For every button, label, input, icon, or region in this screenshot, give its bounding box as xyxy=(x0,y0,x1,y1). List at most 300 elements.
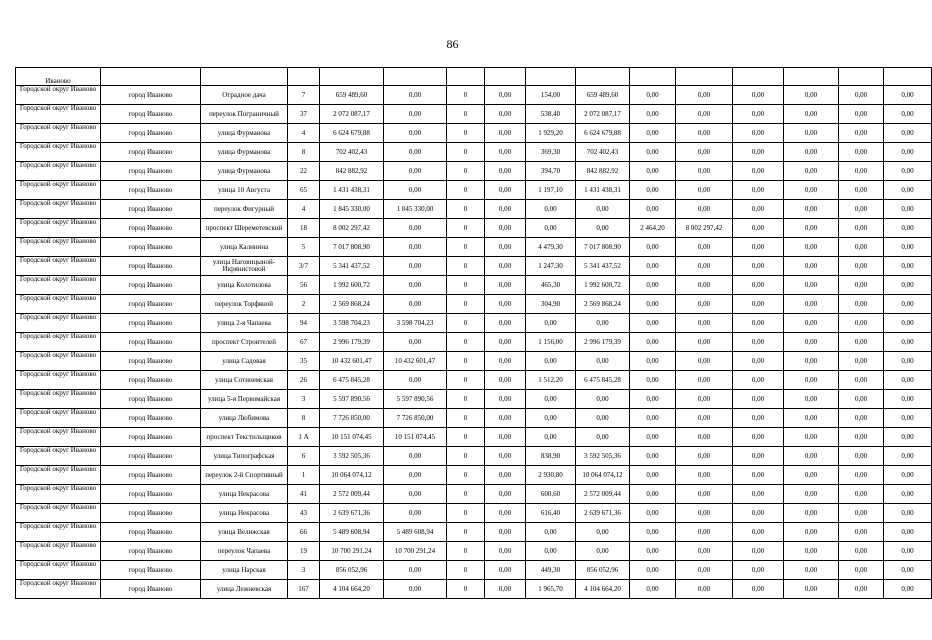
table-cell: 0,00 xyxy=(784,295,839,314)
table-cell: 0 xyxy=(447,276,485,295)
table-cell: 3 xyxy=(288,561,320,580)
table-cell: город Иваново xyxy=(101,371,201,390)
table-cell: Городской округ Иваново xyxy=(16,238,101,257)
table-cell: 0,00 xyxy=(733,219,784,238)
table-cell: Городской округ Иваново xyxy=(16,257,101,276)
table-cell: 0,00 xyxy=(676,409,733,428)
table-cell: 56 xyxy=(288,276,320,295)
table-cell: 0,00 xyxy=(784,561,839,580)
table-row xyxy=(16,68,932,86)
table-cell: 0,00 xyxy=(526,314,576,333)
table-cell: 0,00 xyxy=(384,504,447,523)
table-row xyxy=(16,86,932,105)
table-cell: 0,00 xyxy=(784,390,839,409)
table-cell: 0,00 xyxy=(676,276,733,295)
table-cell: 0,00 xyxy=(630,200,676,219)
table-cell: Городской округ Иваново xyxy=(16,485,101,504)
table-cell xyxy=(884,68,932,86)
table-cell: Городской округ Иваново xyxy=(16,542,101,561)
table-cell: 0,00 xyxy=(784,428,839,447)
table-cell: 0,00 xyxy=(676,580,733,599)
table-cell: 0,00 xyxy=(676,466,733,485)
table-cell: 0,00 xyxy=(384,276,447,295)
table-cell xyxy=(201,68,288,86)
table-cell: 0,00 xyxy=(733,504,784,523)
table-cell: город Иваново xyxy=(101,124,201,143)
table-cell: 0,00 xyxy=(884,276,932,295)
table-row xyxy=(16,580,932,599)
table-cell: 0,00 xyxy=(733,276,784,295)
table-cell xyxy=(288,68,320,86)
table-cell: 0,00 xyxy=(839,447,884,466)
table-cell: Городской округ Иваново xyxy=(16,105,101,124)
table-cell: 0,00 xyxy=(676,485,733,504)
table-cell: 0,00 xyxy=(784,409,839,428)
table-cell: 0,00 xyxy=(384,466,447,485)
table-cell: 0 xyxy=(447,257,485,276)
table-cell: переулок Торфяной xyxy=(201,295,288,314)
table-cell: город Иваново xyxy=(101,580,201,599)
table-cell xyxy=(384,68,447,86)
table-cell: 702 402,43 xyxy=(320,143,384,162)
table-cell: 0,00 xyxy=(676,542,733,561)
table-cell: 0,00 xyxy=(784,352,839,371)
table-cell: 0,00 xyxy=(630,409,676,428)
table-cell: улица Садовая xyxy=(201,352,288,371)
table-cell: Городской округ Иваново xyxy=(16,181,101,200)
table-cell: 0,00 xyxy=(839,390,884,409)
table-cell: 0,00 xyxy=(630,580,676,599)
table-cell: улица 5-я Первомайская xyxy=(201,390,288,409)
table-cell: 0,00 xyxy=(576,219,630,238)
table-cell: 0 xyxy=(447,523,485,542)
table-cell: 0,00 xyxy=(630,352,676,371)
table-cell: 0,00 xyxy=(733,390,784,409)
table-cell: 0,00 xyxy=(784,238,839,257)
table-cell: 0,00 xyxy=(630,485,676,504)
table-cell: 0,00 xyxy=(733,580,784,599)
table-cell: 0,00 xyxy=(839,504,884,523)
table-cell: 0,00 xyxy=(784,314,839,333)
table-cell: 0 xyxy=(447,238,485,257)
table-cell: Городской округ Иваново xyxy=(16,124,101,143)
table-cell: 465,30 xyxy=(526,276,576,295)
table-row xyxy=(16,181,932,200)
table-cell: 22 xyxy=(288,162,320,181)
table-cell: 3 598 704,23 xyxy=(384,314,447,333)
table-cell: город Иваново xyxy=(101,238,201,257)
table-cell: 0,00 xyxy=(485,352,526,371)
table-cell: 1 845 330,00 xyxy=(384,200,447,219)
table-cell: улица Сотинемская xyxy=(201,371,288,390)
table-cell: 0 xyxy=(447,124,485,143)
table-cell: 0,00 xyxy=(884,504,932,523)
table-cell xyxy=(676,68,733,86)
table-cell: 0,00 xyxy=(784,580,839,599)
table-cell: 600,60 xyxy=(526,485,576,504)
table-cell: 4 xyxy=(288,200,320,219)
table-row xyxy=(16,276,932,295)
table-cell: 1 197,10 xyxy=(526,181,576,200)
table-cell: 0,00 xyxy=(630,428,676,447)
table-cell: Иваново xyxy=(16,68,101,86)
table-cell: 10 432 601,47 xyxy=(320,352,384,371)
table-cell: 0,00 xyxy=(485,86,526,105)
table-cell: 0,00 xyxy=(884,447,932,466)
table-cell: 0,00 xyxy=(839,314,884,333)
table-row xyxy=(16,105,932,124)
table-cell: 0,00 xyxy=(839,200,884,219)
table-cell: 7 017 808,90 xyxy=(320,238,384,257)
table-cell: 35 xyxy=(288,352,320,371)
table-cell: 10 064 074,12 xyxy=(576,466,630,485)
table-cell: 2 569 868,24 xyxy=(320,295,384,314)
table-cell: 0,00 xyxy=(784,143,839,162)
table-cell: 0 xyxy=(447,200,485,219)
table-row xyxy=(16,542,932,561)
table-cell: 0,00 xyxy=(733,371,784,390)
table-cell: 856 052,96 xyxy=(320,561,384,580)
table-cell: 0,00 xyxy=(784,466,839,485)
table-cell: 154,00 xyxy=(526,86,576,105)
table-cell: 0,00 xyxy=(839,295,884,314)
table-cell: 0,00 xyxy=(733,352,784,371)
table-cell: 0,00 xyxy=(784,447,839,466)
table-cell: 0,00 xyxy=(630,561,676,580)
table-cell: 0,00 xyxy=(733,447,784,466)
table-cell: город Иваново xyxy=(101,504,201,523)
table-cell: 43 xyxy=(288,504,320,523)
table-cell: Городской округ Иваново xyxy=(16,200,101,219)
table-cell: 0,00 xyxy=(839,523,884,542)
table-cell: 1 992 600,72 xyxy=(576,276,630,295)
table-cell: 0,00 xyxy=(884,561,932,580)
table-cell: 1 247,30 xyxy=(526,257,576,276)
table-cell: 0,00 xyxy=(884,390,932,409)
table-cell: переулок 2-й Спортивный xyxy=(201,466,288,485)
table-row xyxy=(16,257,932,276)
table-cell: 0,00 xyxy=(839,466,884,485)
table-row xyxy=(16,466,932,485)
table-row xyxy=(16,200,932,219)
table-cell: 0,00 xyxy=(676,390,733,409)
table-cell: 0,00 xyxy=(485,561,526,580)
table-cell: улица Фурманова xyxy=(201,124,288,143)
table-cell: 5 341 437,52 xyxy=(576,257,630,276)
table-cell: 838,90 xyxy=(526,447,576,466)
table-cell: 0,00 xyxy=(884,86,932,105)
table-cell: улица Фурманова xyxy=(201,143,288,162)
table-cell: 0,00 xyxy=(839,124,884,143)
table-cell: улица 2-я Чапаева xyxy=(201,314,288,333)
table-cell: 1 512,20 xyxy=(526,371,576,390)
table-cell: 0,00 xyxy=(485,124,526,143)
table-row xyxy=(16,238,932,257)
table-cell: 0 xyxy=(447,542,485,561)
table-cell: 0,00 xyxy=(485,580,526,599)
table-cell: Городской округ Иваново xyxy=(16,447,101,466)
table-cell: 0,00 xyxy=(884,542,932,561)
table-cell: 0,00 xyxy=(384,257,447,276)
table-cell: город Иваново xyxy=(101,86,201,105)
table-cell: улица Калинина xyxy=(201,238,288,257)
table-cell: 1 431 438,31 xyxy=(320,181,384,200)
table-row xyxy=(16,409,932,428)
table-cell: 0,00 xyxy=(384,143,447,162)
table-cell: 0,00 xyxy=(485,409,526,428)
table-cell: 0,00 xyxy=(839,580,884,599)
table-cell: 0,00 xyxy=(733,333,784,352)
table-cell: 0,00 xyxy=(884,580,932,599)
table-cell: 0,00 xyxy=(676,523,733,542)
table-cell: 0,00 xyxy=(630,390,676,409)
table-cell: улица Лежневская xyxy=(201,580,288,599)
table-cell: город Иваново xyxy=(101,143,201,162)
table-cell: 0,00 xyxy=(839,485,884,504)
table-cell: 0,00 xyxy=(784,200,839,219)
table-cell: 0,00 xyxy=(884,181,932,200)
table-cell: 0,00 xyxy=(630,371,676,390)
table-cell: 0,00 xyxy=(485,276,526,295)
table-cell: 4 104 664,20 xyxy=(576,580,630,599)
table-cell: 2 996 179,39 xyxy=(576,333,630,352)
table-cell: 2 569 868,24 xyxy=(576,295,630,314)
table-cell: 0 xyxy=(447,333,485,352)
table-cell: 0 xyxy=(447,352,485,371)
table-cell: 0,00 xyxy=(676,200,733,219)
table-cell: 0,00 xyxy=(576,409,630,428)
table-cell: 5 597 890,56 xyxy=(320,390,384,409)
table-cell: 0,00 xyxy=(485,428,526,447)
table-cell: 0,00 xyxy=(630,333,676,352)
table-cell: 0,00 xyxy=(384,162,447,181)
table-cell: 659 489,60 xyxy=(576,86,630,105)
table-cell: город Иваново xyxy=(101,352,201,371)
table-cell: Городской округ Иваново xyxy=(16,371,101,390)
table-cell: 10 700 291,24 xyxy=(320,542,384,561)
table-cell: 7 017 808,90 xyxy=(576,238,630,257)
table-cell: 0,00 xyxy=(784,86,839,105)
table-cell: 0,00 xyxy=(839,162,884,181)
table-cell: 0,00 xyxy=(884,105,932,124)
table-cell: 0,00 xyxy=(485,105,526,124)
table-cell: 0,00 xyxy=(676,333,733,352)
table-cell: 0,00 xyxy=(784,219,839,238)
table-cell: город Иваново xyxy=(101,295,201,314)
table-cell: улица Наговицыной-Икрянистовой xyxy=(201,257,288,276)
table-cell: 0,00 xyxy=(576,390,630,409)
table-cell: город Иваново xyxy=(101,542,201,561)
table-cell xyxy=(101,68,201,86)
table-cell: 3 592 505,36 xyxy=(320,447,384,466)
table-cell: 0,00 xyxy=(576,200,630,219)
table-cell: 0,00 xyxy=(526,523,576,542)
table-cell: Городской округ Иваново xyxy=(16,428,101,447)
table-cell: 0,00 xyxy=(485,181,526,200)
table-cell: 0,00 xyxy=(839,219,884,238)
table-cell: Городской округ Иваново xyxy=(16,409,101,428)
table-cell: 0,00 xyxy=(384,86,447,105)
table-cell: 0,00 xyxy=(630,276,676,295)
table-cell: 0,00 xyxy=(676,314,733,333)
table-cell: 0,00 xyxy=(884,523,932,542)
table-cell: 304,90 xyxy=(526,295,576,314)
table-cell: 659 489,60 xyxy=(320,86,384,105)
table-cell: 449,30 xyxy=(526,561,576,580)
table-cell: 0,00 xyxy=(485,219,526,238)
page-number: 86 xyxy=(446,37,459,51)
table-cell: 0 xyxy=(447,86,485,105)
table-cell: 0 xyxy=(447,409,485,428)
table-cell: 5 597 890,56 xyxy=(384,390,447,409)
table-cell: 0,00 xyxy=(630,181,676,200)
table-cell: 0,00 xyxy=(526,219,576,238)
table-cell: 0,00 xyxy=(784,276,839,295)
table-cell: 0 xyxy=(447,105,485,124)
table-cell: 94 xyxy=(288,314,320,333)
table-cell: город Иваново xyxy=(101,333,201,352)
table-cell: 0,00 xyxy=(839,371,884,390)
table-cell: 0,00 xyxy=(485,542,526,561)
table-cell: 1 845 330,00 xyxy=(320,200,384,219)
table-cell: 0,00 xyxy=(733,86,784,105)
table-cell: 4 xyxy=(288,124,320,143)
table-cell: 0,00 xyxy=(526,428,576,447)
table-cell: 0,00 xyxy=(485,143,526,162)
table-cell xyxy=(839,68,884,86)
table-cell: 6 624 679,88 xyxy=(576,124,630,143)
table-cell: 0,00 xyxy=(485,257,526,276)
table-cell: город Иваново xyxy=(101,466,201,485)
table-cell: 0,00 xyxy=(630,238,676,257)
table-cell: город Иваново xyxy=(101,561,201,580)
table-cell: Городской округ Иваново xyxy=(16,504,101,523)
table-cell xyxy=(485,68,526,86)
table-row xyxy=(16,162,932,181)
table-cell: переулок Фигурный xyxy=(201,200,288,219)
table-cell: 0,00 xyxy=(676,428,733,447)
table-cell: Городской округ Иваново xyxy=(16,314,101,333)
table-cell: 5 489 608,94 xyxy=(320,523,384,542)
table-cell: 0,00 xyxy=(884,143,932,162)
table-cell: 10 700 291,24 xyxy=(384,542,447,561)
table-cell: 0,00 xyxy=(630,504,676,523)
table-cell: 0 xyxy=(447,466,485,485)
table-cell: 0,00 xyxy=(676,504,733,523)
table-cell: 369,30 xyxy=(526,143,576,162)
table-cell xyxy=(447,68,485,86)
table-cell: 0,00 xyxy=(384,580,447,599)
table-cell: 0,00 xyxy=(884,314,932,333)
table-cell: 6 475 845,28 xyxy=(320,371,384,390)
table-cell: 0,00 xyxy=(839,86,884,105)
table-cell: 1 929,20 xyxy=(526,124,576,143)
table-cell: 0,00 xyxy=(784,504,839,523)
table-cell: 41 xyxy=(288,485,320,504)
table-cell: 616,40 xyxy=(526,504,576,523)
table-row xyxy=(16,390,932,409)
table-cell: 1 965,70 xyxy=(526,580,576,599)
table-cell: 37 xyxy=(288,105,320,124)
table-cell: Городской округ Иваново xyxy=(16,295,101,314)
table-cell: 0,00 xyxy=(384,181,447,200)
table-cell: 0 xyxy=(447,428,485,447)
table-cell: 6 475 845,28 xyxy=(576,371,630,390)
table-cell: 0,00 xyxy=(485,333,526,352)
table-cell: 1 992 600,72 xyxy=(320,276,384,295)
table-cell: 0,00 xyxy=(676,238,733,257)
table-cell: 0,00 xyxy=(485,162,526,181)
table-cell: 0,00 xyxy=(884,333,932,352)
table-cell: 2 639 671,36 xyxy=(576,504,630,523)
table-cell: 0,00 xyxy=(784,105,839,124)
table-cell: 0,00 xyxy=(839,561,884,580)
table-cell: 0,00 xyxy=(884,485,932,504)
table-cell: 0,00 xyxy=(884,295,932,314)
table-body xyxy=(16,68,932,599)
table-cell: 0,00 xyxy=(784,162,839,181)
table-cell: 7 726 850,00 xyxy=(320,409,384,428)
table-row xyxy=(16,485,932,504)
table-cell: 0,00 xyxy=(384,105,447,124)
table-cell: 0,00 xyxy=(676,295,733,314)
table-cell: 0,00 xyxy=(884,162,932,181)
table-cell: улица Велижская xyxy=(201,523,288,542)
table-cell: 1 А xyxy=(288,428,320,447)
table-cell: 0,00 xyxy=(485,485,526,504)
table-cell: 0,00 xyxy=(384,485,447,504)
table-cell: 1 156,00 xyxy=(526,333,576,352)
table-cell: 0 xyxy=(447,371,485,390)
table-cell: 3 592 505,36 xyxy=(576,447,630,466)
table-cell: 67 xyxy=(288,333,320,352)
table-cell: 0,00 xyxy=(485,295,526,314)
table-cell: 0,00 xyxy=(485,390,526,409)
table-cell: город Иваново xyxy=(101,485,201,504)
table-cell: 0,00 xyxy=(676,371,733,390)
table-cell: 8 002 297,42 xyxy=(320,219,384,238)
table-cell xyxy=(733,68,784,86)
table-cell: переулок Чапаева xyxy=(201,542,288,561)
table-cell: Городской округ Иваново xyxy=(16,466,101,485)
table-cell: 0,00 xyxy=(630,542,676,561)
table-cell xyxy=(630,68,676,86)
table-cell: 0,00 xyxy=(733,105,784,124)
table-cell: город Иваново xyxy=(101,276,201,295)
table-cell: 0,00 xyxy=(784,371,839,390)
table-cell: 1 xyxy=(288,466,320,485)
table-cell: проспект Текстильщиков xyxy=(201,428,288,447)
table-cell: 0,00 xyxy=(884,371,932,390)
table-cell: 0,00 xyxy=(884,466,932,485)
table-cell: город Иваново xyxy=(101,447,201,466)
data-table xyxy=(15,67,932,599)
table-cell: 0,00 xyxy=(839,542,884,561)
table-cell: 0,00 xyxy=(733,466,784,485)
table-cell: 0,00 xyxy=(630,105,676,124)
table-cell: 0,00 xyxy=(630,143,676,162)
table-cell: 0,00 xyxy=(485,447,526,466)
table-cell: 0,00 xyxy=(384,333,447,352)
table-cell: город Иваново xyxy=(101,162,201,181)
table-cell: 0,00 xyxy=(839,238,884,257)
table-cell: 2 572 009,44 xyxy=(320,485,384,504)
table-cell: 0 xyxy=(447,295,485,314)
table-cell: Городской округ Иваново xyxy=(16,276,101,295)
table-cell: город Иваново xyxy=(101,257,201,276)
table-cell: 8 xyxy=(288,143,320,162)
table-cell: 0,00 xyxy=(676,181,733,200)
